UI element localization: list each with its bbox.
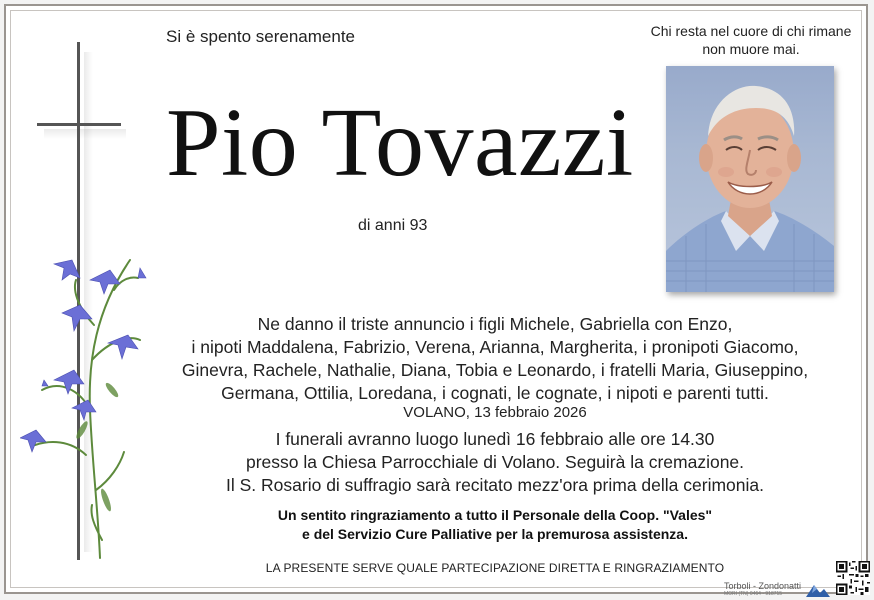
funeral-line: presso la Chiesa Parrocchiale di Volano. Seguirà la cremazione. <box>245 452 745 472</box>
thanks-text <box>160 506 830 544</box>
deceased-name: Pio Tovazzi <box>166 89 634 197</box>
age-text: di anni 93 <box>358 217 428 234</box>
funeral-home-logo <box>806 583 830 597</box>
funeral-line: I funerali avranno luogo lunedì 16 febbraio alle ore 14.30 <box>275 429 715 449</box>
portrait-illustration <box>666 66 834 292</box>
announcement-line: i nipoti Maddalena, Fabrizio, Verena, Arianna, Margherita, i pronipoti Giacomo, <box>191 337 799 357</box>
funeral-home-brand <box>724 582 801 597</box>
quote-line: Chi resta nel cuore di chi rimane <box>650 23 852 39</box>
brand-name: Torboli - Zondonatti <box>724 581 802 591</box>
funeral-line: Il S. Rosario di suffragio sarà recitato mezz'ora prima della cerimonia. <box>226 475 764 495</box>
brand-sub: MORI (TN) 0464 - 918715 <box>724 591 783 597</box>
cross-bar <box>37 123 121 126</box>
thanks-line: Un sentito ringraziamento a tutto il Personale della Coop. "Vales" <box>277 507 713 523</box>
funeral-details <box>160 428 830 497</box>
qr-code <box>836 561 870 595</box>
quote-line: non muore mai. <box>702 41 800 57</box>
thanks-line: e del Servizio Cure Palliative per la premurosa assistenza. <box>302 526 688 542</box>
bellflower-illustration <box>20 240 160 560</box>
announcement-text <box>160 313 830 405</box>
place-date: VOLANO, 13 febbraio 2026 <box>403 404 587 421</box>
announcement-line: Ginevra, Rachele, Nathalie, Diana, Tobia e Leonardo, i fratelli Maria, Giuseppino, <box>181 360 809 380</box>
intro-text: Si è spento serenamente <box>166 27 356 46</box>
announcement-line: Germana, Ottilia, Loredana, i cognati, le cognate, i nipoti e parenti tutti. <box>221 383 769 403</box>
announcement-line: Ne danno il triste annuncio i figli Michele, Gabriella con Enzo, <box>257 314 733 334</box>
footer-text: LA PRESENTE SERVE QUALE PARTECIPAZIONE DIRETTA E RINGRAZIAMENTO <box>265 561 725 575</box>
portrait-photo <box>666 66 834 292</box>
memorial-quote <box>640 22 862 58</box>
cross-shadow-bar <box>44 129 126 139</box>
